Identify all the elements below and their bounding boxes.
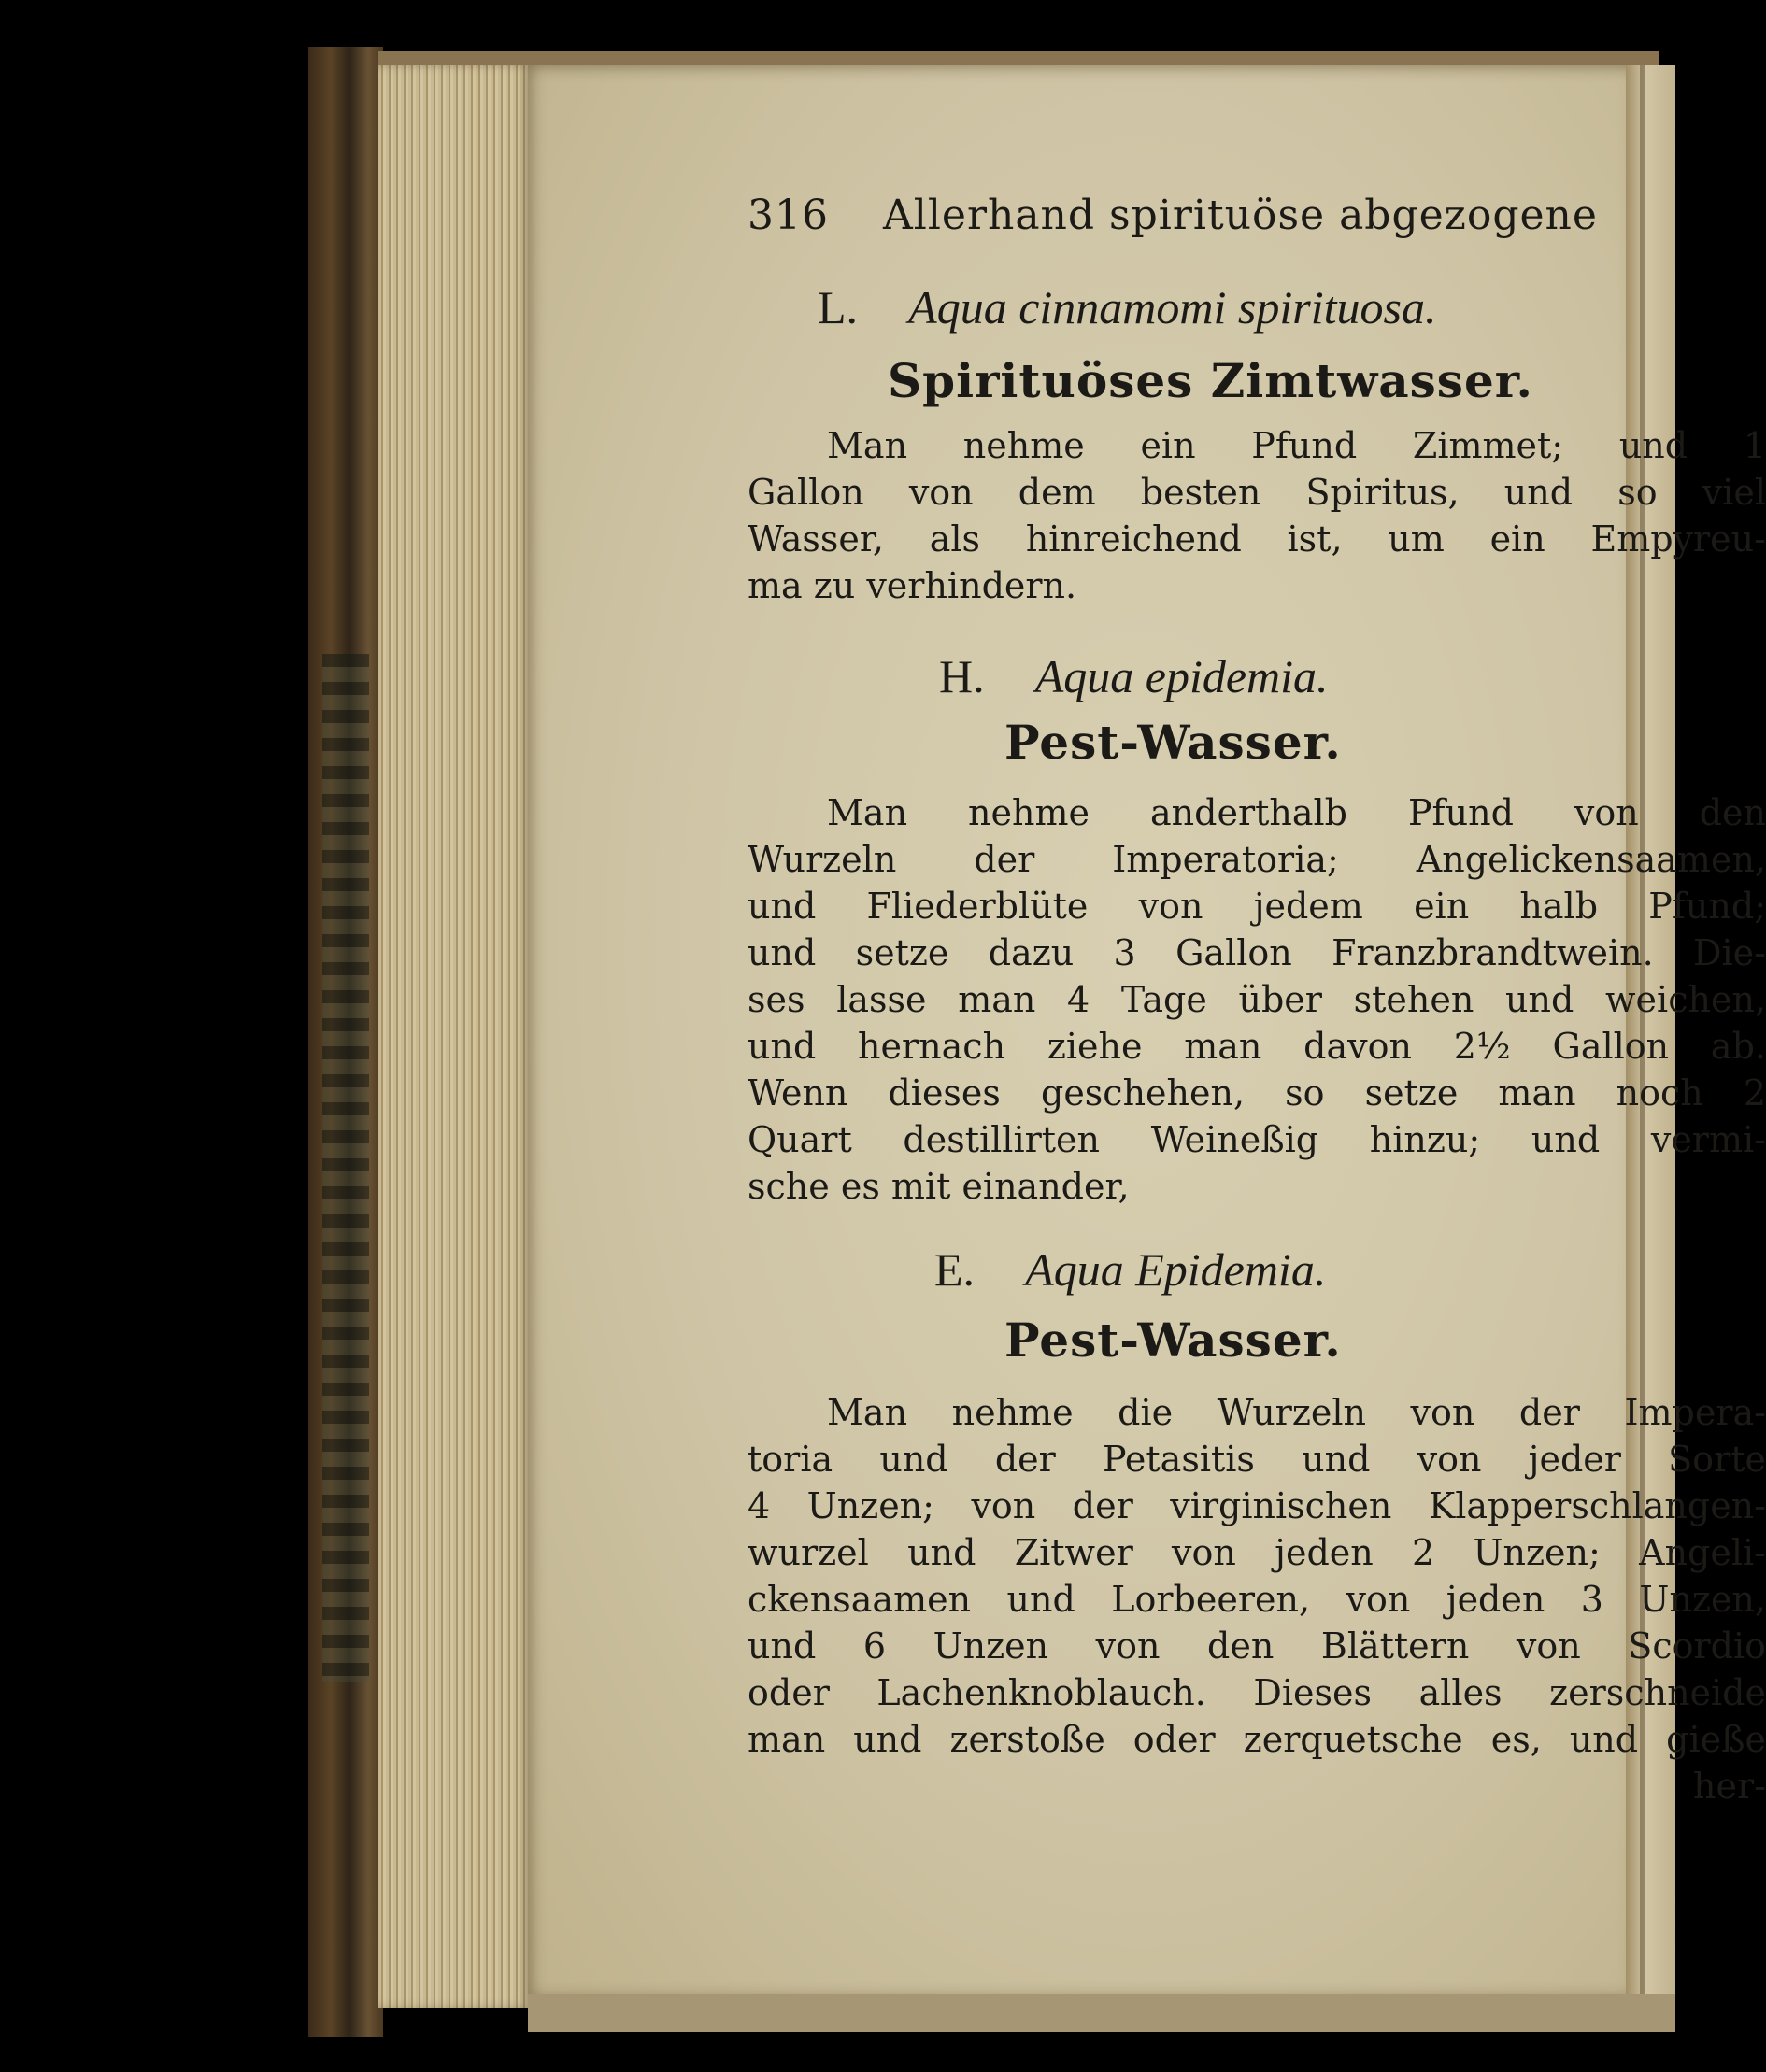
cover-wear [322, 654, 369, 1682]
section-h-line: und setze dazu 3 Gallon Franzbrandtwein. Die- [748, 932, 1766, 973]
page-number: 316 [748, 192, 829, 239]
section-e-line: toria und der Petasitis und von jeder Sorte [748, 1439, 1766, 1480]
catchword: her- [1693, 1766, 1766, 1807]
section-e-line: oder Lachenknoblauch. Dieses alles zerschneide [748, 1672, 1766, 1713]
section-h-line: Quart destillirten Weineßig hinzu; und vermi- [748, 1119, 1766, 1160]
section-h-latin-title: H. Aqua epidemia. [939, 650, 1329, 702]
page-bottom-edge [528, 1994, 1675, 2032]
section-l-line: Gallon von dem besten Spiritus, und so viel [748, 472, 1766, 513]
running-header [748, 192, 1598, 239]
section-e-german-title: Pest-Wasser. [1004, 1313, 1342, 1368]
section-h-line: sche es mit einander, [748, 1166, 1130, 1207]
page-edges-stack [378, 65, 533, 2008]
section-e-latin-title: E. Aqua Epidemia. [934, 1243, 1327, 1296]
header-title: Allerhand spirituöse abgezogene [882, 192, 1598, 239]
section-h-line: und hernach ziehe man davon 2½ Gallon ab. [748, 1026, 1766, 1067]
section-l-line: Man nehme ein Pfund Zimmet; und 1 [827, 425, 1766, 466]
section-h-line: Wenn dieses geschehen, so setze man noch 2 [748, 1072, 1766, 1114]
section-e-line: ckensaamen und Lorbeeren, von jeden 3 Unzen, [748, 1579, 1766, 1620]
section-l-line: ma zu verhindern. [748, 565, 1077, 606]
section-e-line: wurzel und Zitwer von jeden 2 Unzen; Angeli- [748, 1532, 1766, 1573]
section-l-line: Wasser, als hinreichend ist, um ein Empyreu- [748, 518, 1766, 560]
section-h-line: Man nehme anderthalb Pfund von den [827, 792, 1766, 833]
section-l-latin-title: L. Aqua cinnamomi spirituosa. [818, 281, 1437, 334]
section-h-line: und Fliederblüte von jedem ein halb Pfund; [748, 886, 1766, 927]
section-e-line: 4 Unzen; von der virginischen Klapperschlangen- [748, 1485, 1766, 1526]
section-l-german-title: Spirituöses Zimtwasser. [888, 353, 1533, 408]
section-e-line: und 6 Unzen von den Blättern von Scordio [748, 1625, 1766, 1667]
section-h-line: Wurzeln der Imperatoria; Angelickensaamen, [748, 839, 1766, 880]
section-h-line: ses lasse man 4 Tage über stehen und weichen, [748, 979, 1766, 1020]
section-e-line: man und zerstoße oder zerquetsche es, und gieße [748, 1719, 1766, 1760]
section-h-german-title: Pest-Wasser. [1004, 715, 1342, 770]
section-e-line: Man nehme die Wurzeln von der Impera- [827, 1392, 1766, 1433]
